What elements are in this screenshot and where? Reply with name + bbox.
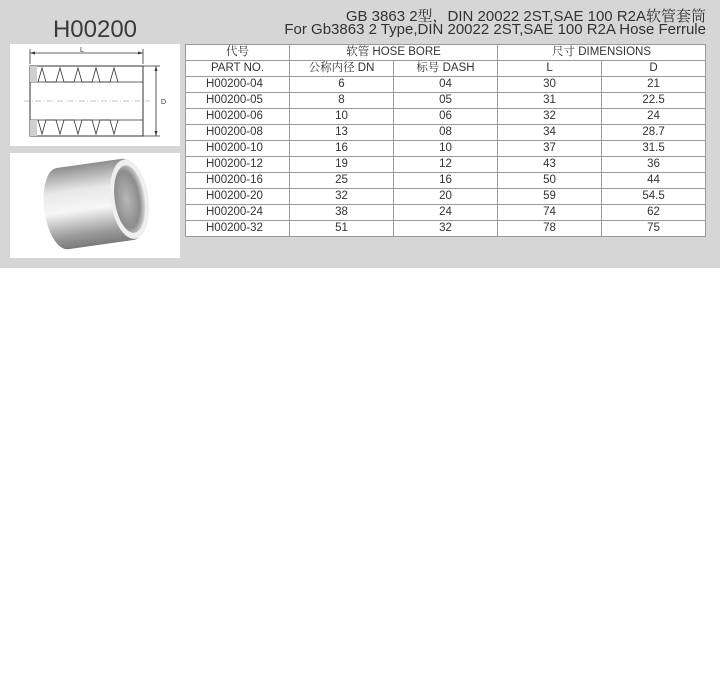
label-l: L — [80, 47, 84, 54]
col-part-en: PART NO. — [186, 61, 290, 77]
table-row: H00200-24 38 24 74 62 — [186, 205, 706, 221]
product-code: H00200 — [52, 16, 138, 43]
table-row: H00200-04 6 04 30 21 — [186, 77, 706, 93]
label-d: D — [161, 99, 167, 106]
table-row: H00200-20 32 20 59 54.5 — [186, 189, 706, 205]
col-dash: 标号 DASH — [394, 61, 498, 77]
title-chinese: GB 3863 2型，DIN 20022 2ST,SAE 100 R2A软管套筒 — [345, 8, 706, 25]
table-row: H00200-05 8 05 31 22.5 — [186, 93, 706, 109]
table-row: H00200-06 10 06 32 24 — [186, 109, 706, 125]
technical-drawing — [10, 44, 180, 146]
group-dimensions: 尺寸 DIMENSIONS — [498, 45, 706, 61]
col-dn: 公称内径 DN — [290, 61, 394, 77]
ferrule-render — [10, 153, 180, 258]
spec-table — [185, 44, 706, 237]
ferrule-section-drawing — [10, 44, 180, 146]
col-d: D — [602, 61, 706, 77]
product-photo — [10, 153, 180, 258]
title-english: For Gb3863 2 Type,DIN 20022 2ST,SAE 100 R2A Hose Ferrule — [284, 21, 706, 38]
table-row: H00200-16 25 16 50 44 — [186, 173, 706, 189]
table-row: H00200-32 51 32 78 75 — [186, 221, 706, 237]
table-row: H00200-08 13 08 34 28.7 — [186, 125, 706, 141]
group-hose-bore: 软管 HOSE BORE — [290, 45, 498, 61]
product-panel — [0, 0, 720, 268]
col-l: L — [498, 61, 602, 77]
table-row: H00200-12 19 12 43 36 — [186, 157, 706, 173]
col-part-cn: 代号 — [186, 45, 290, 61]
table-row: H00200-10 16 10 37 31.5 — [186, 141, 706, 157]
